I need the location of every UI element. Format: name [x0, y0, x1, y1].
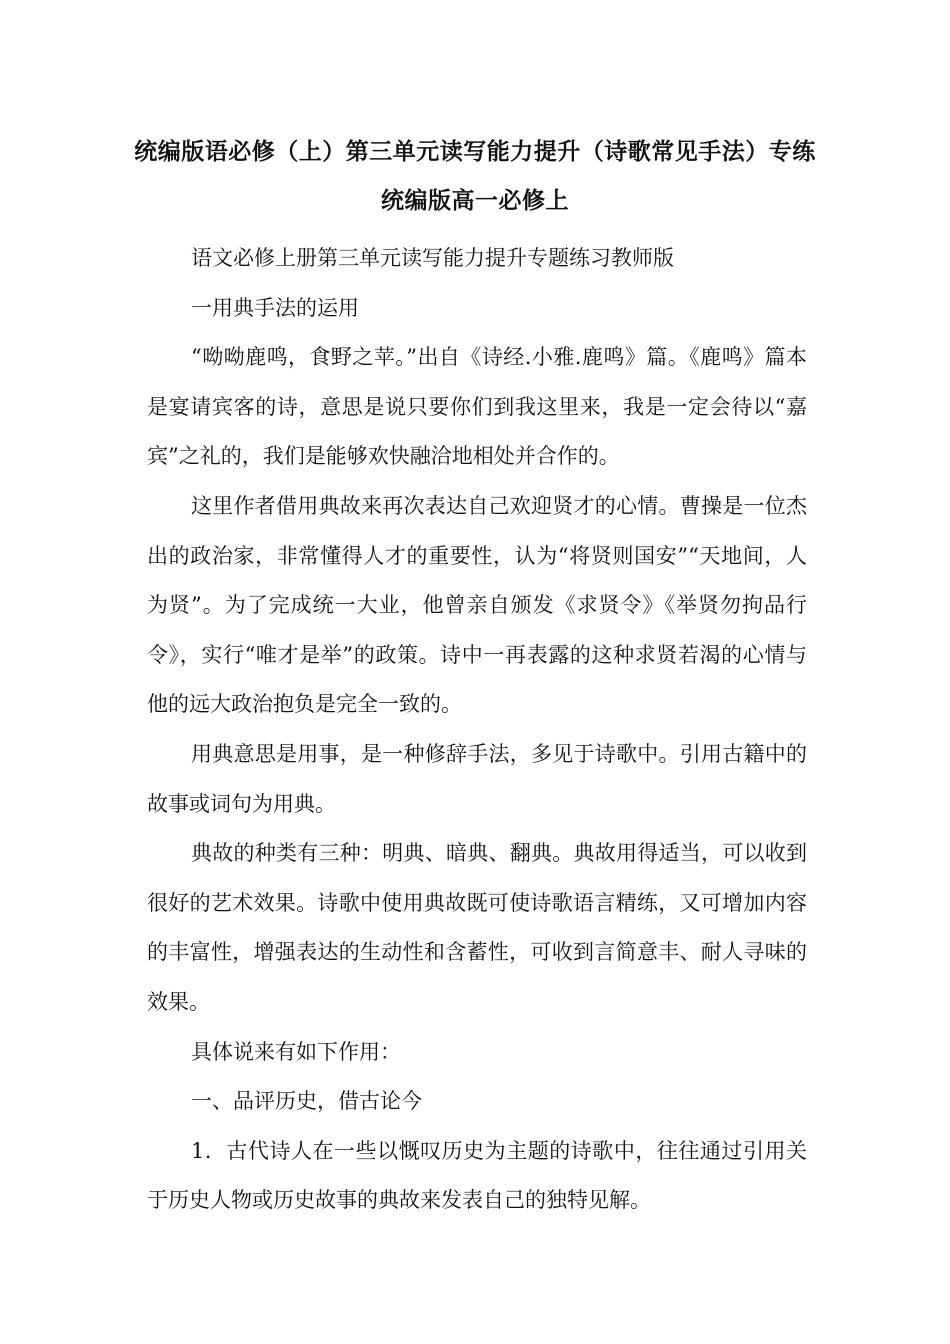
paragraph: 具体说来有如下作用：	[191, 1039, 401, 1064]
paragraph: 1．古代诗人在一些以慨叹历史为主题的诗歌中，往往通过引用关于历史人物或历史故事的典故来发表自己的独特见解。	[147, 1138, 807, 1213]
document-subtitle: 统编版高一必修上	[381, 188, 569, 214]
paragraph: “呦呦鹿鸣，食野之苹。”出自《诗经.小雅.鹿鸣》篇。《鹿鸣》篇本是宴请宾客的诗，意思是说只要你们到我这里来，我是一定会待以“嘉宾”之礼的，我们是能够欢快融洽地相处并合作的。	[147, 345, 807, 469]
document-title: 统编版语必修（上）第三单元读写能力提升（诗歌常见手法）专练	[134, 139, 816, 165]
paragraph: 典故的种类有三种：明典、暗典、翻典。典故用得适当，可以收到很好的艺术效果。诗歌中使用典故既可使诗歌语言精练，又可增加内容的丰富性，增强表达的生动性和含蓄性，可收到言简意丰、耐人寻味的效果。	[147, 841, 807, 1014]
paragraph: 用典意思是用事，是一种修辞手法，多见于诗歌中。引用古籍中的故事或词句为用典。	[147, 741, 807, 816]
document-body	[147, 234, 807, 1226]
paragraph-intro: 语文必修上册第三单元读写能力提升专题练习教师版	[191, 246, 674, 270]
subsection-heading: 一、品评历史，借古论今	[191, 1089, 422, 1114]
section-heading: 一用典手法的运用	[191, 295, 359, 320]
paragraph: 这里作者借用典故来再次表达自己欢迎贤才的心情。曹操是一位杰出的政治家，非常懂得人才的重要性，认为“将贤则国安”“天地间，人为贤”。为了完成统一大业，他曾亲自颁发《求贤令》《举贤勿拘品行令》，实行“唯才是举”的政策。诗中一再表露的这种求贤若渴的心情与他的远大政治抱负是完全一致的。	[147, 493, 807, 717]
